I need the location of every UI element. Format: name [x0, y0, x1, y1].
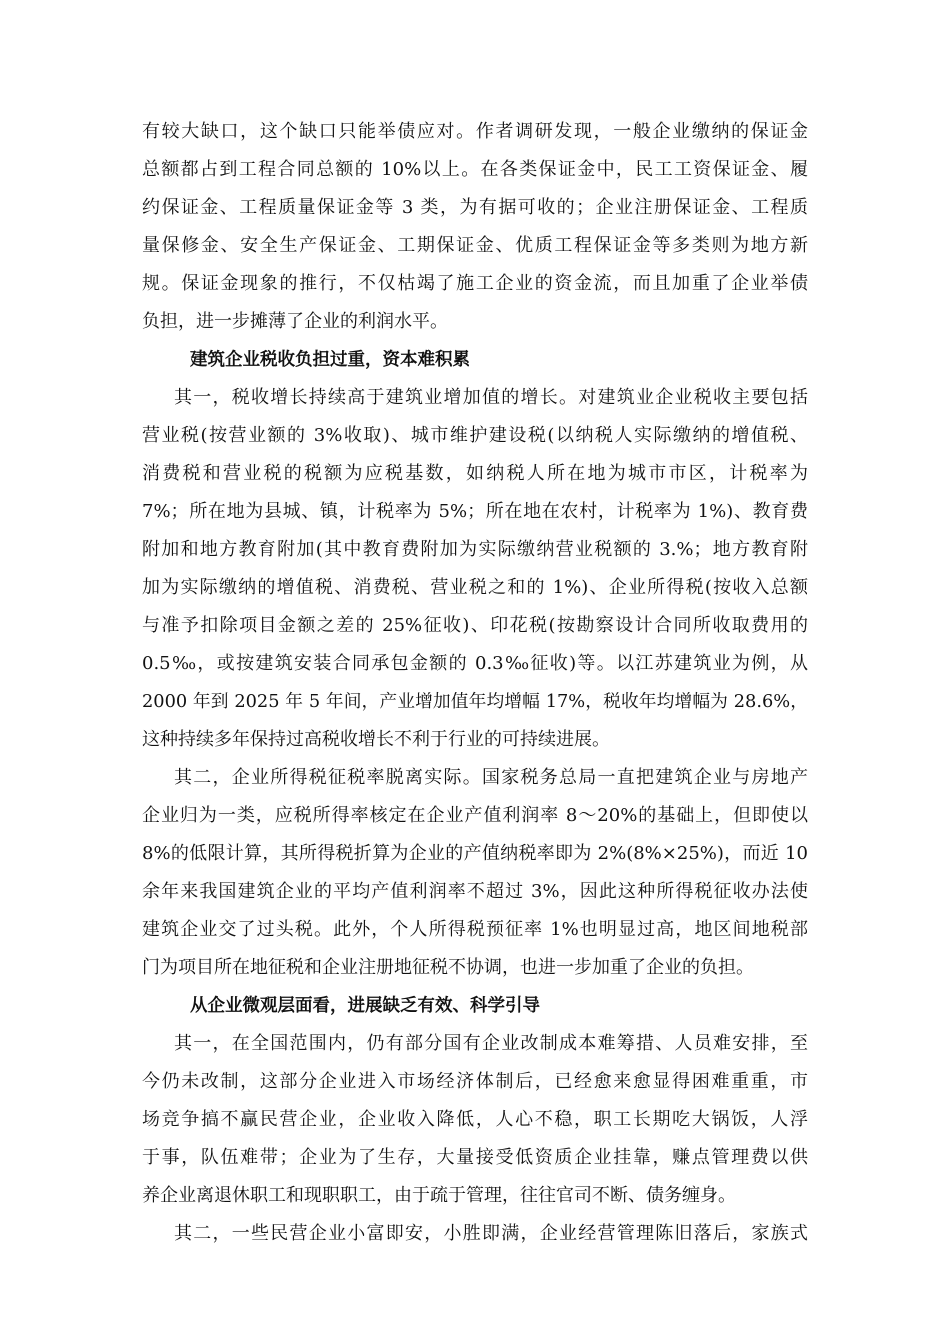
text-line: 其一，在全国范围内，仍有部分国有企业改制成本难筹措、人员难安排，至 — [174, 1033, 808, 1054]
text-line: 量保修金、安全生产保证金、工期保证金、优质工程保证金等多类则为地方新 — [142, 235, 808, 256]
text-line: 这种持续多年保持过高税收增长不利于行业的可持续进展。 — [142, 729, 610, 750]
text-line: 其二，一些民营企业小富即安，小胜即满，企业经营管理陈旧落后，家族式 — [174, 1223, 808, 1244]
text-line: 于事，队伍难带；企业为了生存，大量接受低资质企业挂靠，赚点管理费以供 — [142, 1147, 808, 1168]
text-line: 企业归为一类，应税所得率核定在企业产值利润率 8～20%的基础上，但即使以 — [142, 805, 808, 826]
text-line: 其二，企业所得税征税率脱离实际。国家税务总局一直把建筑企业与房地产 — [174, 767, 808, 788]
text-line: 余年来我国建筑企业的平均产值利润率不超过 3%，因此这种所得税征收办法使 — [142, 881, 808, 902]
text-line: 约保证金、工程质量保证金等 3 类，为有据可收的；企业注册保证金、工程质 — [142, 197, 808, 218]
text-line: 负担，进一步摊薄了企业的利润水平。 — [142, 311, 448, 332]
text-line: 建筑企业交了过头税。此外，个人所得税预征率 1%也明显过高，地区间地税部 — [142, 919, 808, 940]
text-line: 场竞争搞不赢民营企业，企业收入降低，人心不稳，职工长期吃大锅饭，人浮 — [142, 1109, 808, 1130]
text-line: 规。保证金现象的推行，不仅枯竭了施工企业的资金流，而且加重了企业举债 — [142, 273, 808, 294]
text-line: 营业税(按营业额的 3%收取)、城市维护建设税(以纳税人实际缴纳的增值税、 — [142, 425, 808, 446]
text-line: 0.5‰，或按建筑安装合同承包金额的 0.3‰征收)等。以江苏建筑业为例，从 — [142, 653, 808, 674]
text-line: 有较大缺口，这个缺口只能举债应对。作者调研发现，一般企业缴纳的保证金 — [142, 121, 808, 142]
text-line: 养企业离退休职工和现职职工，由于疏于管理，往往官司不断、债务缠身。 — [142, 1185, 736, 1206]
text-line: 总额都占到工程合同总额的 10%以上。在各类保证金中，民工工资保证金、履 — [142, 159, 808, 180]
text-line: 8%的低限计算，其所得税折算为企业的产值纳税率即为 2%(8%×25%)，而近 10 — [142, 843, 808, 864]
text-line: 附加和地方教育附加(其中教育费附加为实际缴纳营业税额的 3.%；地方教育附 — [142, 539, 808, 560]
text-line: 与准予扣除项目金额之差的 25%征收)、印花税(按勘察设计合同所收取费用的 — [142, 615, 808, 636]
section-heading: 建筑企业税收负担过重，资本难积累 — [190, 350, 470, 370]
text-line: 加为实际缴纳的增值税、消费税、营业税之和的 1%)、企业所得税(按收入总额 — [142, 577, 808, 598]
text-line: 门为项目所在地征税和企业注册地征税不协调，也进一步加重了企业的负担。 — [142, 957, 754, 978]
text-line: 今仍未改制，这部分企业进入市场经济体制后，已经愈来愈显得困难重重，市 — [142, 1071, 808, 1092]
text-line: 其一，税收增长持续高于建筑业增加值的增长。对建筑业企业税收主要包括 — [174, 387, 808, 408]
section-heading: 从企业微观层面看，进展缺乏有效、科学引导 — [190, 996, 540, 1016]
text-line: 消费税和营业税的税额为应税基数，如纳税人所在地为城市市区，计税率为 — [142, 463, 808, 484]
text-line: 7%；所在地为县城、镇，计税率为 5%；所在地在农村，计税率为 1%)、教育费 — [142, 501, 808, 522]
text-line: 2000 年到 2025 年 5 年间，产业增加值年均增幅 17%，税收年均增幅为 28.6%， — [142, 692, 808, 712]
